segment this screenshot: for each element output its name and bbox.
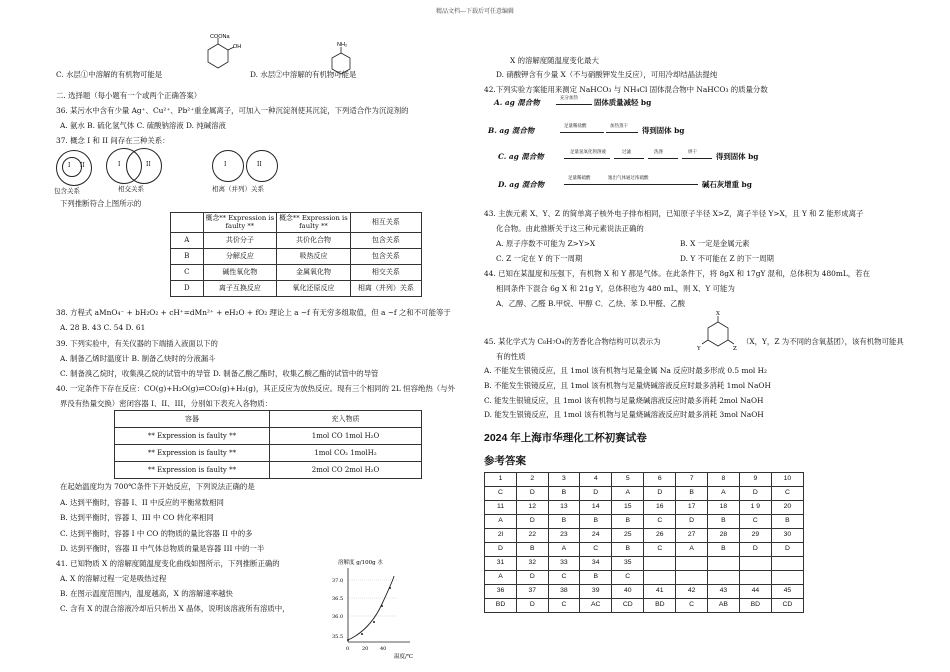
answer-cell: 31: [485, 557, 517, 571]
graph-ytick: 36.0: [332, 614, 344, 620]
q42-d-result: 碱石灰增重 bg: [702, 180, 752, 189]
answer-cell: 32: [517, 557, 549, 571]
q43-stem-2: 化合物。由此推断关于这三种元素说法正确的: [496, 224, 644, 233]
table-cell: 氧化还原反应: [277, 280, 351, 296]
q45-option-c: C. 能发生银镜反应，且 1mol 该有机物与足量烧碱溶液反应时最多消耗 2mol NaOH: [484, 396, 764, 405]
q35-option-d: D. 水层②中溶解的有机物可能是: [250, 70, 357, 79]
table-row: [115, 428, 422, 445]
answer-cell: 10: [771, 473, 803, 487]
answer-cell: [644, 557, 676, 571]
table-cell: 相交关系: [350, 264, 421, 280]
q42-c-result: 得到固体 bg: [716, 152, 759, 161]
answer-cell: 6: [644, 473, 676, 487]
table-cell: 相离（并列）关系: [350, 280, 421, 296]
table-cell: 共价分子: [203, 232, 277, 248]
answer-cell: B: [580, 515, 612, 529]
z-label: Z: [733, 346, 737, 352]
answer-cell: B: [676, 487, 708, 501]
table-row: [485, 473, 804, 487]
xyz-benzene-structure: [696, 310, 740, 354]
q42-c-step4: 烘干: [688, 150, 697, 155]
answer-cell: D: [644, 487, 676, 501]
answer-cell: 23: [548, 529, 580, 543]
q36-stem: 36. 某污水中含有少量 Ag⁺、Cu²⁺、Pb²⁺重金属离子，可加入一种沉淀剂使其沉淀，下列适合作为沉淀剂的: [56, 106, 409, 115]
answer-cell: BD: [485, 599, 517, 613]
q42-b-step2: 加热蒸干: [610, 124, 628, 129]
q41-option-c-cont: X 的溶解度随温度变化最大: [510, 56, 599, 65]
q41-option-b: B. 在图示温度范围内，温度越高，X 的溶解速率越快: [60, 589, 233, 598]
answer-cell: CD: [612, 599, 644, 613]
table-row: [171, 280, 422, 296]
q42-b-result: 得到固体 bg: [642, 126, 685, 135]
answer-cell: A: [707, 487, 739, 501]
answer-cell: 45: [771, 585, 803, 599]
q38-options: A. 28 B. 43 C. 54 D. 61: [60, 323, 146, 332]
answer-cell: 29: [739, 529, 771, 543]
answer-cell: B: [771, 515, 803, 529]
table-cell: 吸热反应: [277, 248, 351, 264]
answer-cell: C: [676, 599, 708, 613]
graph-x-label: 温度/℃: [394, 654, 414, 660]
table-row: [171, 248, 422, 264]
answer-cell: D: [517, 599, 549, 613]
q37-stem: 37. 概念 I 和 II 间存在三种关系：: [56, 136, 170, 145]
arrow-icon: [606, 132, 638, 133]
q42-a-start: A. ag 混合物: [494, 98, 540, 107]
answer-cell: [739, 557, 771, 571]
q37-sub: 下列推断符合上图所示的: [60, 199, 142, 208]
q40-option-a: A. 达到平衡时，容器 I、II 中反应的平衡常数相同: [60, 498, 224, 507]
answer-cell: A: [485, 515, 517, 529]
q42-c-start: C. ag 混合物: [498, 152, 544, 161]
x-label: X: [716, 311, 720, 317]
answer-cell: 40: [612, 585, 644, 599]
answer-cell: C: [580, 543, 612, 557]
q36-options: A. 氨水 B. 硫化氢气体 C. 硫酸钠溶液 D. 纯碱溶液: [60, 121, 226, 130]
table-row: [485, 501, 804, 515]
answer-cell: 44: [739, 585, 771, 599]
table-cell: [171, 213, 204, 233]
graph-ytick: 37.0: [332, 578, 344, 584]
table-row: [115, 445, 422, 462]
answer-cell: AC: [580, 599, 612, 613]
answer-cell: CD: [771, 599, 803, 613]
q35-option-c: C. 水层①中溶解的有机物可能是: [56, 70, 163, 79]
q41-option-a: A. X 的溶解过程一定是吸热过程: [60, 574, 167, 583]
include-inner-circle: [62, 157, 82, 177]
intersect-relation-label: 相交关系: [118, 185, 144, 193]
answer-cell: 2l: [485, 529, 517, 543]
answer-cell: 22: [517, 529, 549, 543]
answer-cell: 36: [485, 585, 517, 599]
q45-stem-2: （X，Y，Z 为不同的含氧基团），该有机物可能具: [742, 337, 904, 346]
graph-y-label: 溶解度 g/100g 水: [338, 560, 383, 566]
table-cell: 金属氧化物: [277, 264, 351, 280]
table-cell: 碱性氧化物: [203, 264, 277, 280]
coona-label: COONa: [210, 34, 230, 40]
q44-options: A．乙醇、乙醛 B.甲烷、甲醇 C．乙炔、苯 D.甲醛、乙酸: [496, 299, 686, 308]
answer-cell: AB: [707, 599, 739, 613]
y-label: Y: [697, 346, 701, 352]
table-cell: 离子互换反应: [203, 280, 277, 296]
answer-cell: [707, 571, 739, 585]
include-relation-label: 包含关系: [54, 187, 80, 195]
answer-table: [484, 472, 804, 613]
exam-title: 2024 年上海市华理化工杯初赛试卷: [484, 432, 647, 444]
q44-stem-1: 44. 已知在某温度和压强下，有机物 X 和 Y 都是气体。在此条件下，将 8gX 和 17gY 混和，总体积为 480mL，若在: [484, 269, 870, 278]
answer-cell: 37: [517, 585, 549, 599]
q40-option-c: C. 达到平衡时，容器 I 中 CO 的物质的量比容器 II 中的多: [60, 529, 253, 538]
answer-cell: 20: [771, 501, 803, 515]
q40-option-d: D. 达到平衡时，容器 II 中气体总物质的量是容器 III 中的一半: [60, 544, 265, 553]
table-cell: 共价化合物: [277, 232, 351, 248]
table-row: [485, 529, 804, 543]
section-2-title: 二. 选择题（每小题有一个或两个正确答案）: [56, 91, 202, 100]
table-cell: ** Expression is faulty **: [115, 445, 270, 462]
answer-cell: D: [739, 543, 771, 557]
answer-cell: C: [548, 599, 580, 613]
answer-cell: B: [707, 515, 739, 529]
table-cell: 相互关系: [350, 213, 421, 233]
q38-stem: 38. 方程式 aMnO₄⁻ + bH₂O₂ + cH⁺=dMn²⁺ + eH₂O + fO₂ 理论上 a ~f 有无穷多组取值，但 a ~f 之和不可能等于: [56, 308, 451, 317]
table-row: [485, 557, 804, 571]
q41-option-c: C. 含有 X 的混合溶液冷却后只析出 X 晶体，说明该溶液所有溶质中，: [60, 604, 290, 613]
solubility-graph: [318, 556, 428, 668]
table-row: [485, 585, 804, 599]
table-row: [115, 411, 422, 428]
answer-cell: 35: [612, 557, 644, 571]
answer-cell: B: [580, 571, 612, 585]
answer-cell: A: [612, 487, 644, 501]
answer-cell: 4: [580, 473, 612, 487]
q42-b-start: B. ag 混合物: [488, 126, 535, 135]
q43-stem-1: 43. 主族元素 X、Y、Z 的简单离子核外电子排布相同，已知原子半径 X>Z，离子半径 Y>X，且 Y 和 Z 能形成离子: [484, 209, 864, 218]
answer-cell: D: [485, 543, 517, 557]
answer-cell: [644, 571, 676, 585]
intersect-circle-right: [126, 148, 162, 184]
answer-cell: BD: [644, 599, 676, 613]
q40-option-b: B. 达到平衡时，容器 I、III 中 CO 转化率相同: [60, 513, 214, 522]
q44-stem-2: 相同条件下混合 6g X 和 21g Y，总体积也为 480 mL，则 X、Y 可能为: [496, 284, 735, 293]
answer-cell: 9: [739, 473, 771, 487]
answer-cell: D: [517, 487, 549, 501]
graph-xtick: 0: [346, 646, 350, 652]
q42-stem: 42.下列实验方案能用来测定 NaHCO₃ 与 NH₄Cl 固体混合物中 NaHCO₃ 的质量分数: [484, 85, 768, 94]
table-row: [171, 264, 422, 280]
answer-cell: B: [612, 515, 644, 529]
q41-option-d: D. 硝酸钾含有少量 X（不与硝酸钾发生反应），可用冷却结晶法提纯: [496, 70, 718, 79]
q42-c-step1: 足量氢氧化钡溶液: [570, 150, 606, 155]
answer-cell: [739, 571, 771, 585]
separate-circle-left: [212, 150, 244, 182]
table-row: [485, 487, 804, 501]
q45-stem-3: 有的性质: [496, 352, 526, 361]
answer-cell: 8: [707, 473, 739, 487]
q39-options-cd: C. 制备溴乙烷时，收集溴乙烷的试管中的导管 D. 制备乙酸乙酯时，收集乙酸乙酯的试管中的导管: [60, 369, 379, 378]
answer-cell: 30: [771, 529, 803, 543]
arrow-icon: [564, 158, 610, 159]
answer-cell: 17: [676, 501, 708, 515]
answer-cell: 41: [644, 585, 676, 599]
answer-cell: 25: [612, 529, 644, 543]
answer-cell: B: [548, 487, 580, 501]
q43-option-a: A. 原子序数不可能为 Z>Y>X: [496, 239, 596, 248]
answer-cell: A: [548, 543, 580, 557]
oh-label: OH: [233, 44, 242, 50]
answer-cell: 15: [612, 501, 644, 515]
answer-title: 参考答案: [484, 455, 526, 467]
answer-cell: C: [548, 571, 580, 585]
q42-b-step1: 足量稀盐酸: [564, 124, 587, 129]
answer-cell: A: [485, 571, 517, 585]
separate-label-i: I: [224, 161, 227, 168]
page-header: 精品文档---下载后可任意编辑: [435, 8, 515, 15]
table-row: [485, 571, 804, 585]
answer-cell: D: [676, 515, 708, 529]
answer-cell: [771, 571, 803, 585]
answer-cell: 39: [580, 585, 612, 599]
aniline-structure: [326, 40, 356, 82]
answer-cell: 2: [517, 473, 549, 487]
intersect-label-ii: II: [146, 161, 151, 168]
answer-cell: B: [548, 515, 580, 529]
separate-label-ii: II: [257, 161, 262, 168]
arrow-icon: [560, 132, 604, 133]
separate-relation-label: 相离（并列）关系: [212, 185, 264, 193]
table-row: [485, 515, 804, 529]
answer-cell: [707, 557, 739, 571]
solubility-curve: [348, 576, 394, 640]
answer-cell: 18: [707, 501, 739, 515]
graph-xtick: 20: [362, 646, 369, 652]
arrow-icon: [682, 158, 712, 159]
answer-cell: 14: [580, 501, 612, 515]
answer-cell: A: [676, 543, 708, 557]
table-cell: 分解反应: [203, 248, 277, 264]
q42-d-step2: 逸出气体通过浓硫酸: [608, 176, 649, 181]
answer-cell: D: [739, 487, 771, 501]
answer-cell: 1 9: [739, 501, 771, 515]
table-cell: D: [171, 280, 204, 296]
q45-option-a: A. 不能发生银镜反应，且 1mol 该有机物与足量金属 Na 反应时最多形成 0.5 mol H₂: [484, 366, 768, 375]
table-cell: 概念** Expression is faulty **: [277, 213, 351, 233]
graph-ytick: 35.5: [332, 634, 344, 640]
answer-cell: B: [612, 543, 644, 557]
q42-c-step3: 洗涤: [654, 150, 663, 155]
answer-cell: C: [771, 487, 803, 501]
answer-cell: C: [739, 515, 771, 529]
answer-cell: C: [644, 515, 676, 529]
answer-cell: BD: [739, 599, 771, 613]
answer-cell: 13: [548, 501, 580, 515]
table-cell: B: [171, 248, 204, 264]
answer-cell: 1: [485, 473, 517, 487]
answer-cell: C: [485, 487, 517, 501]
table-cell: C: [171, 264, 204, 280]
answer-cell: 12: [517, 501, 549, 515]
q42-d-start: D. ag 混合物: [498, 180, 544, 189]
separate-circle-right: [246, 150, 278, 182]
table-cell: 充入物质: [270, 411, 422, 428]
answer-cell: 42: [676, 585, 708, 599]
answer-cell: 26: [644, 529, 676, 543]
include-label-i: I: [68, 162, 71, 169]
table-cell: ** Expression is faulty **: [115, 428, 270, 445]
answer-cell: [771, 557, 803, 571]
graph-xtick: 40: [380, 646, 387, 652]
q43-option-d: D. Y 不可能在 Z 的下一周期: [680, 254, 774, 263]
q41-stem: 41. 已知物质 X 的溶解度随温度变化曲线如图所示，下列推断正确的: [56, 559, 280, 568]
answer-cell: 27: [676, 529, 708, 543]
answer-cell: [676, 557, 708, 571]
answer-cell: 7: [676, 473, 708, 487]
nh2-label: NH₂: [337, 42, 348, 48]
answer-cell: 43: [707, 585, 739, 599]
table-cell: ** Expression is faulty **: [115, 462, 270, 479]
table-cell: 概念** Expression is faulty **: [203, 213, 277, 233]
include-label-ii: II: [80, 162, 85, 169]
intersect-label-i: I: [118, 161, 121, 168]
table-cell: 包含关系: [350, 248, 421, 264]
q42-c-step2: 过滤: [622, 150, 631, 155]
concept-table: [170, 212, 422, 297]
q45-option-b: B. 不能发生银镜反应，且 1mol 该有机物与足量烧碱溶液反应时最多消耗 1mol NaOH: [484, 381, 771, 390]
answer-cell: D: [517, 515, 549, 529]
table-row: [171, 232, 422, 248]
table-cell: 1mol CO₂ 1molH₂: [270, 445, 422, 462]
q40-condition: 在起始温度均为 700℃条件下开始反应，下列说法正确的是: [60, 482, 255, 491]
table-cell: 包含关系: [350, 232, 421, 248]
arrow-icon: [564, 184, 698, 185]
table-cell: 2mol CO 2mol H₂O: [270, 462, 422, 479]
q43-option-b: B. X 一定是金属元素: [680, 239, 750, 248]
answer-cell: 16: [644, 501, 676, 515]
answer-cell: 34: [580, 557, 612, 571]
table-cell: 容器: [115, 411, 270, 428]
answer-cell: 11: [485, 501, 517, 515]
q45-option-d: D. 能发生银镜反应，且 1mol 该有机物与足量烧碱溶液反应时最多消耗 3mol NaOH: [484, 410, 764, 419]
table-row: [171, 213, 422, 233]
q42-d-step1: 足量稀硫酸: [568, 176, 591, 181]
answer-cell: B: [707, 543, 739, 557]
table-row: [115, 462, 422, 479]
arrow-icon: [614, 158, 644, 159]
table-row: [485, 543, 804, 557]
q39-options-ab: A. 制备乙烯时温度计 B. 制备乙炔时的分液漏斗: [60, 354, 216, 363]
answer-cell: 5: [612, 473, 644, 487]
answer-cell: D: [771, 543, 803, 557]
table-row: [485, 599, 804, 613]
answer-cell: D: [580, 487, 612, 501]
q45-stem-1: 45. 某化学式为 C₈H₇O₄的芳香化合物结构可以表示为: [484, 337, 661, 346]
arrow-icon: [556, 104, 592, 105]
q42-a-result: 固体质量减轻 bg: [594, 98, 652, 107]
answer-cell: 38: [548, 585, 580, 599]
q39-stem: 39. 下列实验中，有关仪器的下端插入液面以下的: [56, 339, 218, 348]
answer-cell: 24: [580, 529, 612, 543]
answer-cell: C: [644, 543, 676, 557]
sodium-salicylate-structure: [186, 34, 246, 80]
graph-ytick: 36.5: [332, 596, 344, 602]
table-cell: A: [171, 232, 204, 248]
answer-cell: [676, 571, 708, 585]
container-table: [114, 410, 422, 479]
q43-option-c: C. Z 一定在 Y 的下一周期: [496, 254, 583, 263]
answer-cell: B: [517, 543, 549, 557]
q42-a-step: 充分加热: [560, 96, 578, 101]
answer-cell: D: [517, 571, 549, 585]
arrow-icon: [648, 158, 678, 159]
table-cell: 1mol CO 1mol H₂O: [270, 428, 422, 445]
answer-cell: 3: [548, 473, 580, 487]
answer-cell: C: [612, 571, 644, 585]
q40-stem-2: 界没有热量交换）密闭容器 I、II、III，分别如下表充入各物质：: [60, 399, 273, 408]
q40-stem-1: 40. 一定条件下存在反应：CO(g)+H₂O(g)⇌CO₂(g)+H₂(g)，其正反应为放热反应。现有三个相同的 2L 恒容绝热（与外: [56, 384, 455, 393]
answer-cell: 33: [548, 557, 580, 571]
answer-cell: 28: [707, 529, 739, 543]
